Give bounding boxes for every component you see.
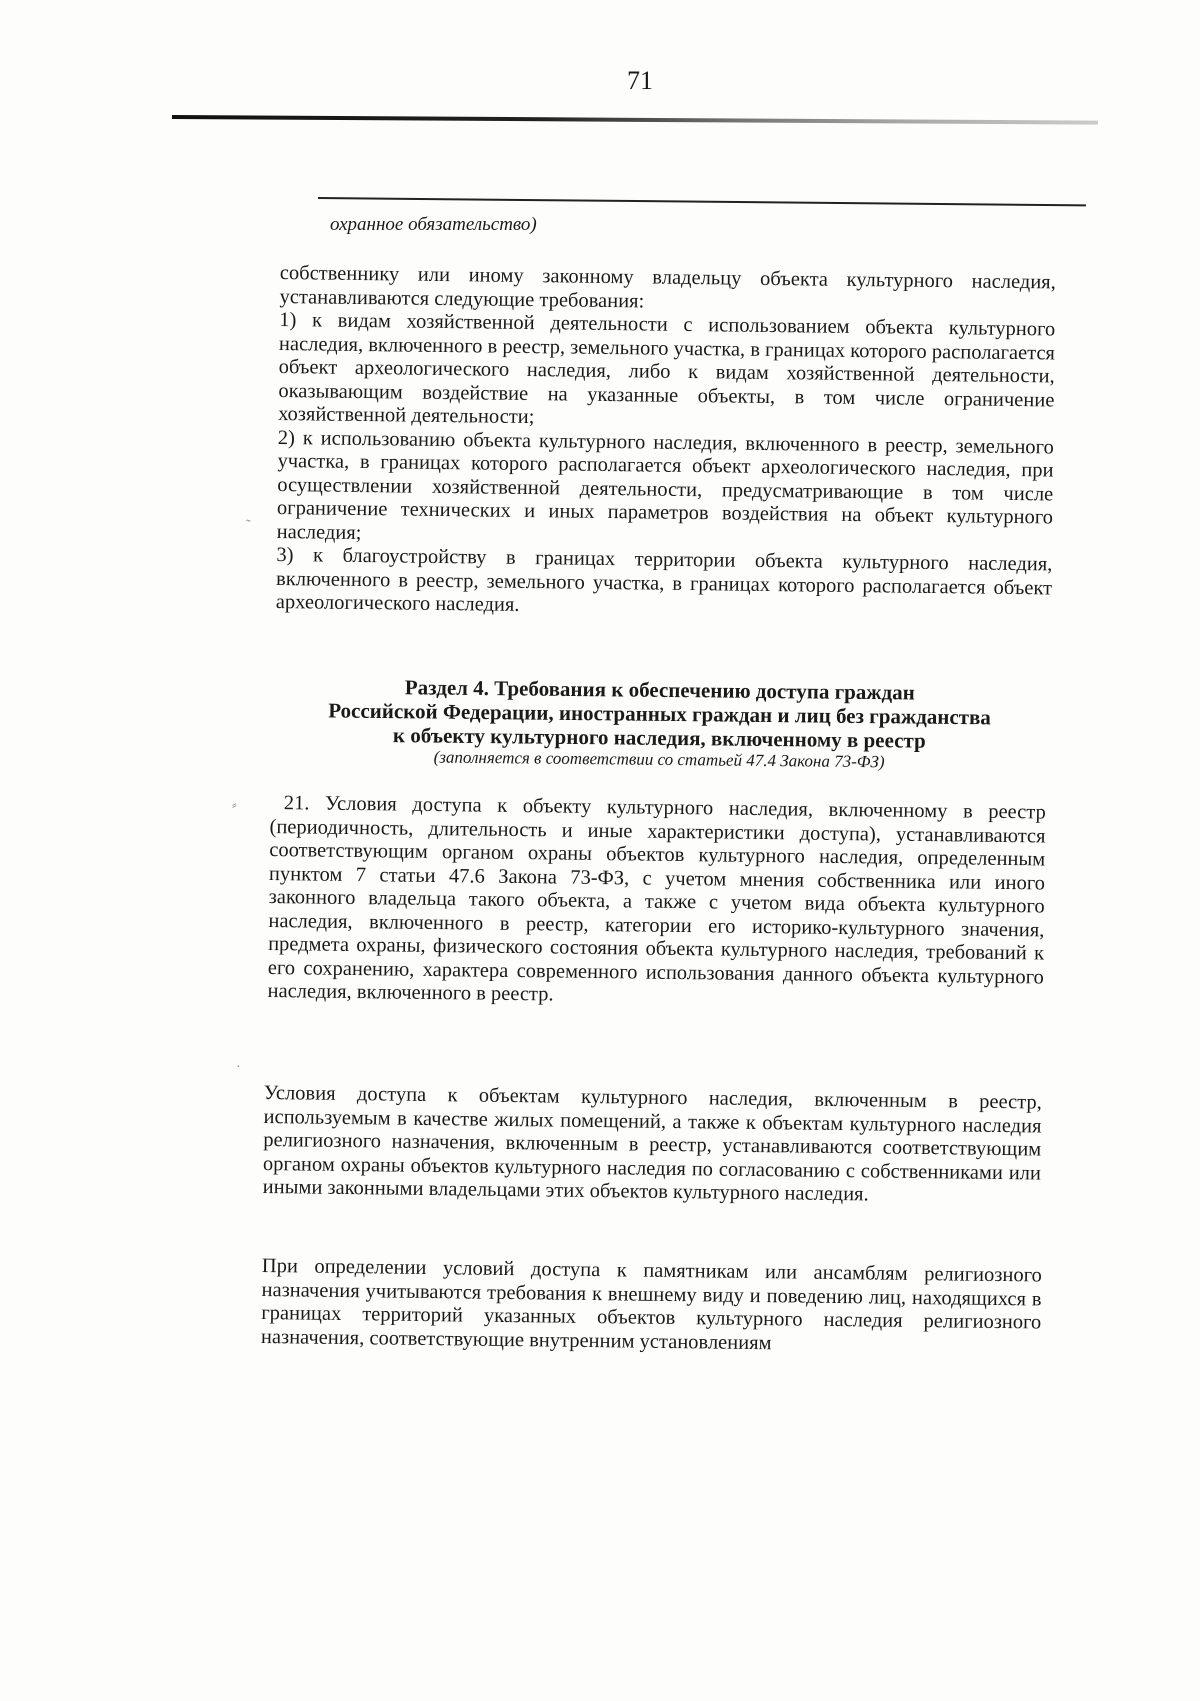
fragment-rule — [318, 197, 1086, 206]
requirement-item-1: 1) к видам хозяйственной деятельности с использованием объекта культурного наследия, включенного в реестр, земельного участка, в границах которого располагается объект археологического наследия, либо к видам хозяйственной деятельности, оказывающим воздействие на указанные объекты, в том числе ограничение хозяйственной деятельности; — [278, 308, 1056, 429]
header-fragment-text: охранное обязательство) — [330, 214, 537, 235]
residential-religious-paragraph: Условия доступа к объектам культурного наследия, включенным в реестр, используемым в качестве жилых помещений, а также к объектам культурного наследия религиозного назначения, включенным в реестр, устанавливаются соответствующим органом охраны объектов культурного наследия по согласованию с собственниками или иными законными владельцами этих объектов культурного наследия. — [262, 1082, 1042, 1206]
requirements-block — [276, 262, 1056, 624]
header-rule — [172, 115, 1098, 125]
scan-speck: ⸗ — [232, 798, 237, 813]
intro-paragraph: собственнику или иному законному владельцу объекта культурного наследия, устанавливаются следующие требования: — [279, 262, 1056, 312]
access-conditions-block — [267, 792, 1046, 1013]
section-title-line-3: к объекту культурного наследия, включенному в реестр — [392, 723, 926, 753]
scan-speck: · — [236, 1060, 241, 1075]
scan-speck: ˷ — [246, 508, 251, 523]
section-heading — [289, 674, 1030, 774]
religious-monuments-paragraph: При определении условий доступа к памятникам или ансамблям религиозного назначения учитываются требования к внешнему виду и поведению лиц, находящихся в границах территорий указанных объектов культурного наследия религиозного назначения, соответствующие внутренним установлениям — [260, 1255, 1042, 1354]
religious-monuments-block — [261, 1255, 1042, 1359]
requirement-item-2: 2) к использованию объекта культурного наследия, включенного в реестр, земельного участка, в границах которого располагается объект археологического наследия, при осуществлении хозяйственной деятельности, предусматривающие в том числе ограничение технических и иных параметров воздействия на объект культурного наследия; — [276, 426, 1054, 544]
paragraph-21: 21. Условия доступа к объекту культурного наследия, включенному в реестр (периодичность, длительность и иные характеристики доступа), устанавливаются соответствующим органом охраны объектов культурного наследия, определенным пунктом 7 статьи 47.6 Закона 73-ФЗ, с учетом мнения собственника или иного законного владельца такого объекта, а также с учетом вида объекта культурного наследия, включенного в реестр, категории его историко-культурного значения, предмета охраны, физического состояния объекта культурного наследия, требований к его сохранению, характера современного использования данного объекта культурного наследия, включенного в реестр. — [267, 792, 1046, 1006]
requirement-item-3: 3) к благоустройству в границах территории объекта культурного наследия, включенного в реестр, земельного участка, в границах которого располагается объект археологического наследия. — [275, 543, 1053, 616]
page-number: 71 — [627, 66, 653, 95]
section-title-line-1: Раздел 4. Требования к обеспечению доступа граждан — [404, 675, 915, 705]
section-title-line-2: Российской Федерации, иностранных граждан и лиц без гражданства — [328, 698, 992, 730]
residential-religious-block — [263, 1082, 1042, 1209]
section-note: (заполняется в соответствии со статьей 47.4 Закона 73-ФЗ) — [433, 747, 885, 772]
